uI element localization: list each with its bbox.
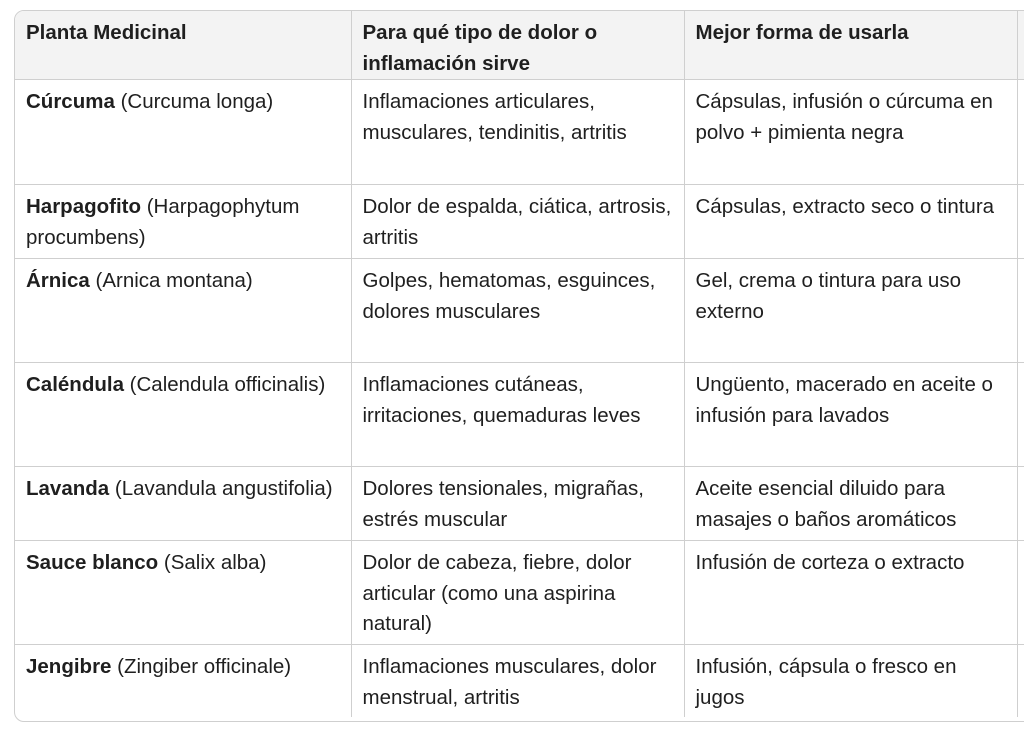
usage-cell: Aceite esencial diluido para masajes o baños aromáticos	[684, 467, 1017, 541]
table-row	[15, 185, 1024, 259]
plant-common-name: Lavanda	[26, 477, 110, 500]
extra-cell	[1017, 259, 1024, 363]
plant-cell	[15, 185, 351, 259]
plant-scientific-name: (Arnica montana)	[95, 269, 253, 292]
extra-cell	[1017, 541, 1024, 645]
table-row	[15, 541, 1024, 645]
usage-cell: Ungüento, macerado en aceite o infusión para lavados	[684, 363, 1017, 467]
plant-scientific-name: (Salix alba)	[163, 551, 267, 574]
header-extra-column	[1017, 11, 1024, 80]
table-row	[15, 467, 1024, 541]
pain-type-cell: Inflamaciones musculares, dolor menstrual, artritis	[351, 645, 684, 717]
table-header-row	[15, 11, 1024, 80]
header-usage: Mejor forma de usarla	[684, 11, 1017, 80]
table-row	[15, 80, 1024, 185]
pain-type-cell: Golpes, hematomas, esguinces, dolores musculares	[351, 259, 684, 363]
usage-cell: Gel, crema o tintura para uso externo	[684, 259, 1017, 363]
table-row	[15, 259, 1024, 363]
plant-cell	[15, 259, 351, 363]
plant-scientific-name: (Zingiber officinale)	[117, 655, 292, 678]
medicinal-plants-table-container	[14, 10, 1024, 722]
plant-scientific-name: (Calendula officinalis)	[129, 373, 326, 396]
plant-scientific-name: (Lavandula angustifolia)	[114, 477, 333, 500]
plant-common-name: Caléndula	[26, 373, 124, 396]
header-plant: Planta Medicinal	[15, 11, 351, 80]
plant-scientific-name: (Curcuma longa)	[120, 90, 274, 113]
extra-cell	[1017, 185, 1024, 259]
pain-type-cell: Dolor de espalda, ciática, artrosis, artritis	[351, 185, 684, 259]
usage-cell: Infusión, cápsula o fresco en jugos	[684, 645, 1017, 717]
plant-common-name: Árnica	[26, 269, 90, 292]
plant-cell	[15, 363, 351, 467]
plant-common-name: Cúrcuma	[26, 90, 115, 113]
pain-type-cell: Inflamaciones articulares, musculares, tendinitis, artritis	[351, 80, 684, 185]
extra-cell	[1017, 645, 1024, 717]
pain-type-cell: Dolor de cabeza, fiebre, dolor articular (como una aspirina natural)	[351, 541, 684, 645]
plant-cell	[15, 645, 351, 717]
table-row	[15, 645, 1024, 717]
extra-cell	[1017, 467, 1024, 541]
pain-type-cell: Inflamaciones cutáneas, irritaciones, quemaduras leves	[351, 363, 684, 467]
plant-cell	[15, 80, 351, 185]
pain-type-cell: Dolores tensionales, migrañas, estrés muscular	[351, 467, 684, 541]
plant-common-name: Sauce blanco	[26, 551, 159, 574]
usage-cell: Infusión de corteza o extracto	[684, 541, 1017, 645]
usage-cell: Cápsulas, extracto seco o tintura	[684, 185, 1017, 259]
plant-scientific-name: (Harpagophytum procumbens)	[26, 195, 300, 249]
plant-cell	[15, 467, 351, 541]
usage-cell: Cápsulas, infusión o cúrcuma en polvo + pimienta negra	[684, 80, 1017, 185]
plant-common-name: Jengibre	[26, 655, 112, 678]
plant-cell	[15, 541, 351, 645]
extra-cell	[1017, 80, 1024, 185]
table-row	[15, 363, 1024, 467]
header-pain-type: Para qué tipo de dolor o inflamación sirve	[351, 11, 684, 80]
plant-common-name: Harpagofito	[26, 195, 142, 218]
medicinal-plants-table	[15, 11, 1024, 717]
extra-cell	[1017, 363, 1024, 467]
